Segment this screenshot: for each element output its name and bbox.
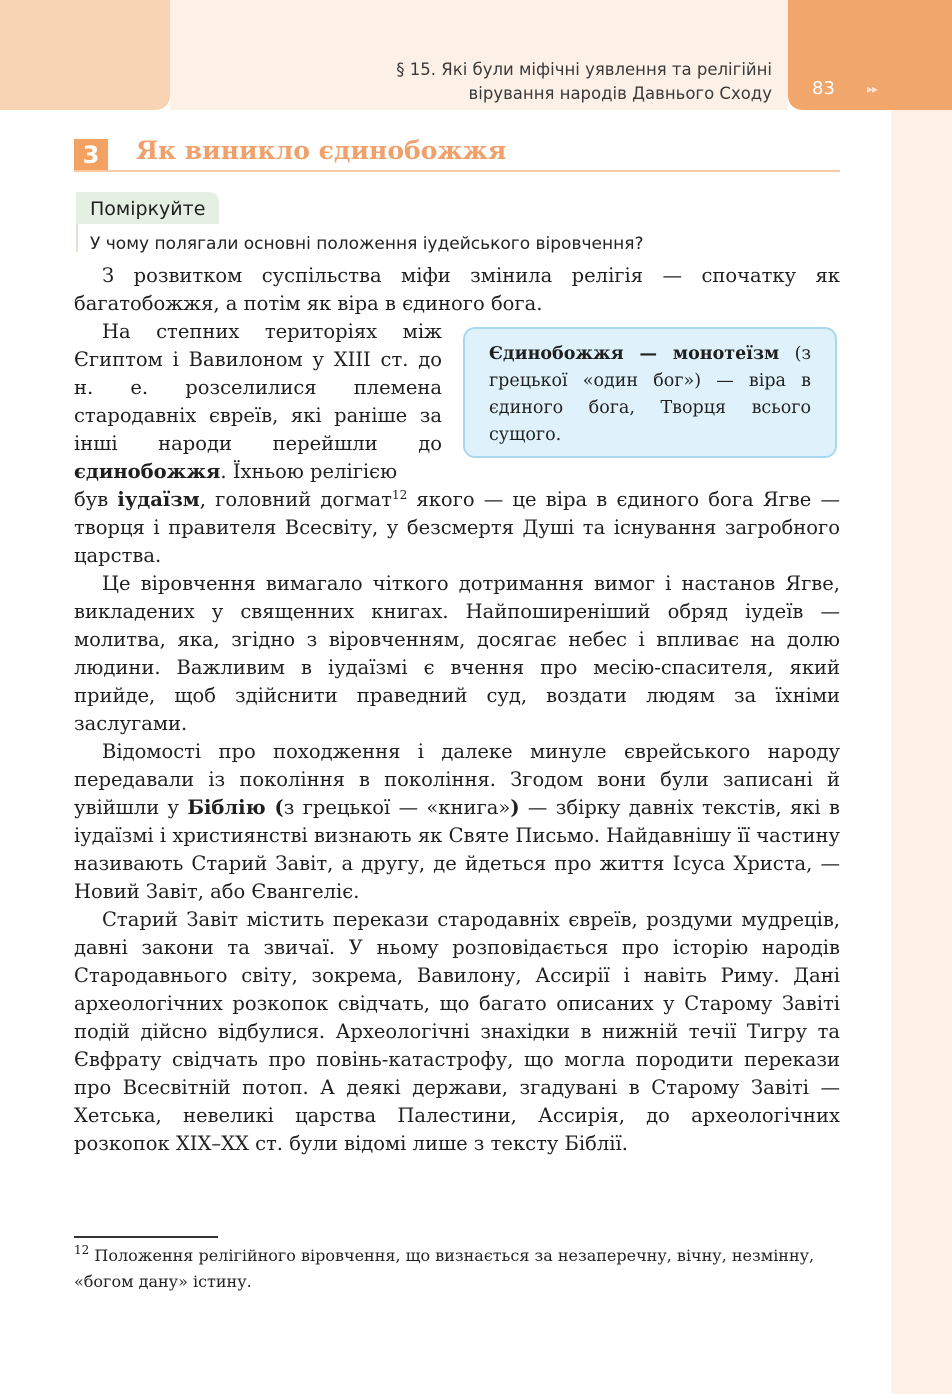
- footnote-ref[interactable]: 12: [391, 488, 408, 502]
- paragraph-intro-text: З розвитком суспільства міфи змінила релігія — спочатку як багатобожжя, а потім як віра в єдиного бога.: [74, 264, 840, 315]
- paragraph-text: Старий Завіт містить перекази стародавніх євреїв, роздуми мудреців, давні закони та звичаї. У ньому розповідається про історію народів Стародавнього світу, зокрема, Вавилону, Ассирії і навіть Риму. Дані археологічних розкопок свідчать, що багато описаних у Старому Завіті подій дійсно відбулися. Археологічні знахідки в нижній течії Тигру та Євфрату свідчать про повінь-катастрофу, що могла породити перекази про Всесвітній потоп. А деякі держави, згадувані в Старому Завіті — Хетська, невеликі царства Палестини, Ассирія, до археологічних розкопок XIX–XX ст. були відомі лише з тексту Біблії.: [74, 908, 840, 1155]
- term-bible: Біблію (: [187, 796, 284, 819]
- definition-box: [463, 327, 837, 458]
- section-underline: [74, 170, 840, 172]
- section-heading: [74, 135, 840, 172]
- paragraph-text: . Їхньою релігією: [220, 460, 398, 483]
- footnote: [74, 1243, 844, 1295]
- paragraph-intro: [74, 262, 840, 318]
- side-margin-strip: [891, 110, 952, 1394]
- definition-text: (з грецької «один бог») — віра в єдиного бога, Творця всього сущого.: [489, 344, 811, 445]
- term-judaism: іудаїзм: [117, 488, 200, 511]
- paragraph-text: — збірку давніх текстів, які в іудаїзмі і християнстві визнають як Святе Письмо. Найдавнішу її частину називають Старий Завіт, а другу, де йдеться про життя Ісуса Христа, — Новий Завіт, або Євангеліє.: [74, 796, 840, 903]
- definition-term: Єдинобожжя — монотеїзм: [489, 344, 780, 364]
- think-label: Поміркуйте: [76, 192, 219, 224]
- paragraph-bible: [74, 738, 840, 906]
- paragraph-doctrine: [74, 570, 840, 738]
- paragraph-old-testament: [74, 906, 840, 1158]
- paragraph-text: був: [74, 488, 118, 511]
- paragraph-text: з грецької — «книга»: [283, 796, 511, 819]
- running-header: [212, 58, 772, 106]
- running-header-line1: § 15. Які були міфічні уявлення та релігійні: [396, 60, 772, 79]
- running-header-line2: вірування народів Давнього Сходу: [468, 84, 772, 103]
- footnote-divider: [74, 1236, 218, 1238]
- page-number: 83: [812, 78, 835, 99]
- footnote-text: Положення релігійного віровчення, що визнається за незаперечну, вічну, незмінну, «богом дану» істину.: [74, 1246, 815, 1291]
- paragraph-text: На степних територіях між Єгиптом і Вавилоном у XIII ст. до н. е. розселилися племена стародавніх євреїв, які раніше за інші народи перейшли до: [74, 320, 442, 455]
- paragraph-text: , головний догмат: [199, 488, 392, 511]
- paragraph-text: якого — це віра в єдиного бога Ягве — творця і правителя Всесвіту, у безсмертя Душі та існування загробного царства.: [74, 488, 841, 567]
- think-question: У чому полягали основні положення іудейського віровчення?: [90, 234, 644, 254]
- section-title: Як виникло єдинобожжя: [136, 136, 507, 165]
- term-monotheism: єдинобожжя: [74, 460, 221, 483]
- footnote-marker: 12: [74, 1243, 90, 1257]
- think-side-bar: [76, 224, 78, 252]
- paragraph-judaism-cont: [74, 486, 840, 570]
- next-page-arrows-icon[interactable]: ▸▸: [867, 82, 878, 96]
- section-number-badge: 3: [74, 139, 108, 171]
- paragraph-text: Це віровчення вимагало чіткого дотримання вимог і настанов Ягве, викладених у священних книгах. Найпоширеніший обряд іудеїв — молитва, яка, згідно з віровченням, досягає небес і впливає на долю людини. Важливим в іудаїзмі є вчення про месію-спасителя, який прийде, щоб здійснити праведний суд, воздати людям за їхніми заслугами.: [74, 572, 840, 735]
- paragraph-judaism-wrap: [74, 318, 442, 486]
- term-bible-close: ): [510, 796, 520, 819]
- paragraph-text: Відомості про походження і далеке минуле єврейського народу передавали із покоління в покоління. Згодом вони були записані й увійшли у: [74, 740, 840, 819]
- header-left-band: [0, 0, 170, 110]
